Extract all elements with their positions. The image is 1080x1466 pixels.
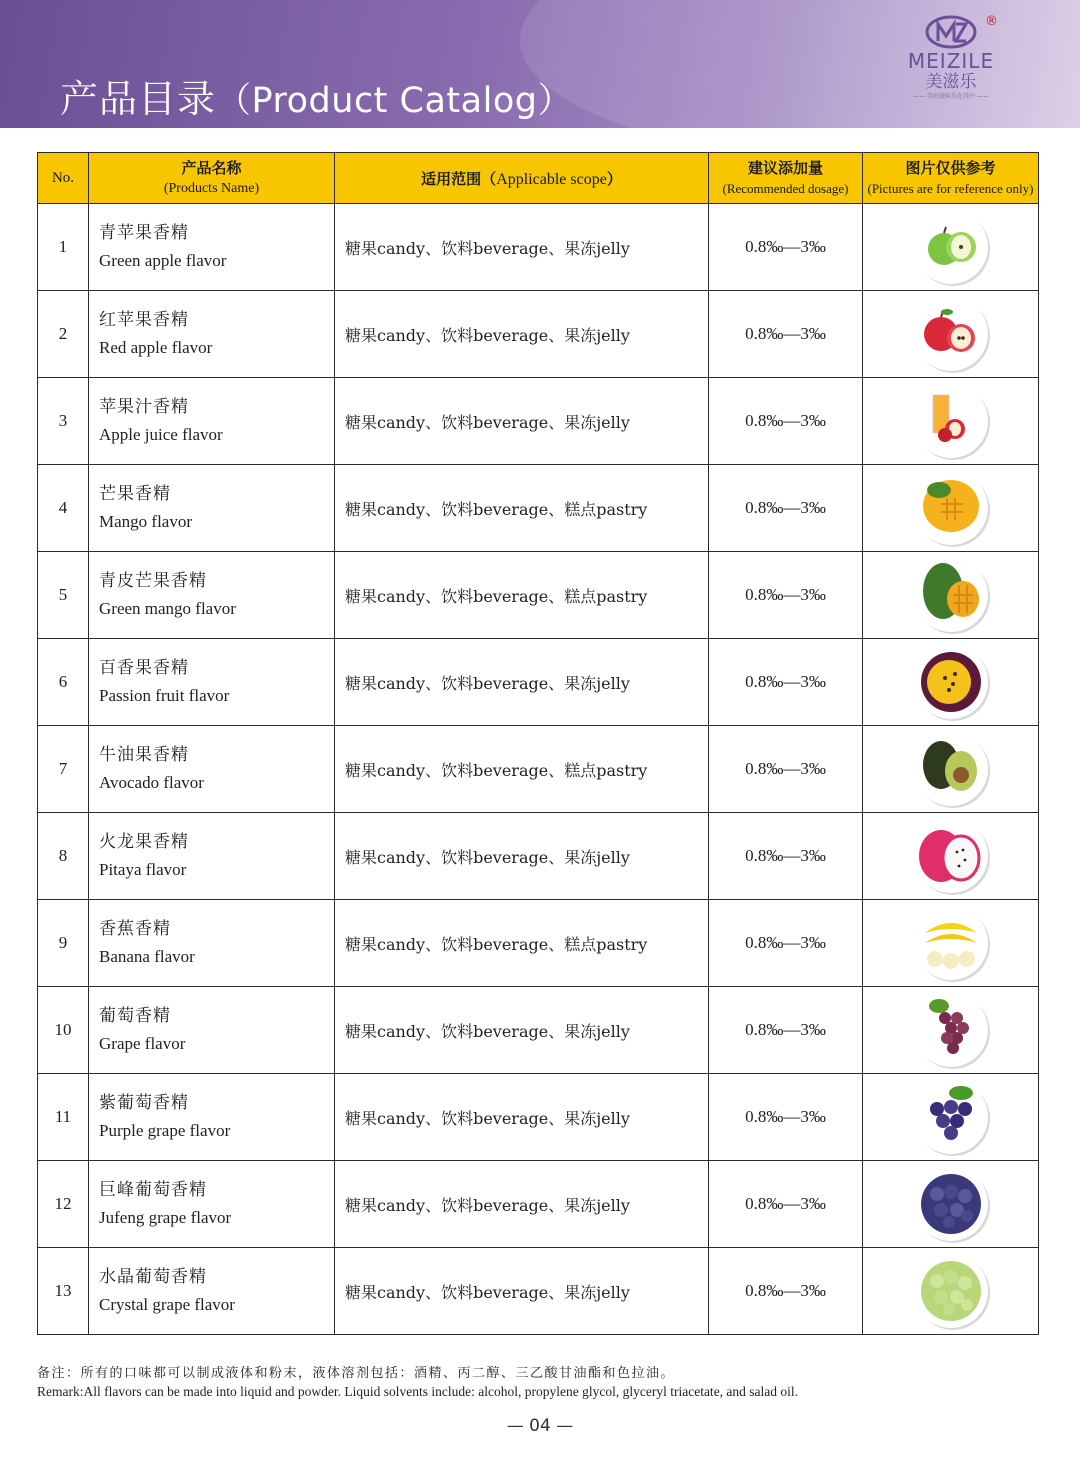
product-picture bbox=[863, 1161, 1039, 1248]
header-picture-en: (Pictures are for reference only) bbox=[867, 180, 1034, 196]
product-picture bbox=[863, 1248, 1039, 1335]
product-picture bbox=[863, 204, 1039, 291]
avocado-icon bbox=[911, 729, 991, 809]
row-number: 3 bbox=[38, 378, 89, 465]
red-apple-icon bbox=[911, 294, 991, 374]
applicable-scope: 糖果candy、饮料beverage、果冻jelly bbox=[335, 1074, 709, 1161]
table-row bbox=[38, 378, 1039, 465]
crystal-grape-icon bbox=[911, 1251, 991, 1331]
grape-icon bbox=[911, 990, 991, 1070]
recommended-dosage: 0.8‰—3‰ bbox=[709, 378, 863, 465]
product-name bbox=[89, 900, 335, 987]
product-name bbox=[89, 726, 335, 813]
product-name-cn: 百香果香精 bbox=[99, 658, 189, 678]
product-picture bbox=[863, 639, 1039, 726]
header-scope-close: ） bbox=[606, 169, 622, 188]
row-number: 6 bbox=[38, 639, 89, 726]
remark-en: Remark:All flavors can be made into liquid and powder. Liquid solvents include: alcohol, propylene glycol, glyceryl triacetate, and salad oil. bbox=[37, 1384, 799, 1399]
product-name-en: Grape flavor bbox=[99, 1034, 186, 1053]
row-number: 9 bbox=[38, 900, 89, 987]
apple-juice-icon bbox=[911, 381, 991, 461]
pitaya-icon bbox=[911, 816, 991, 896]
applicable-scope: 糖果candy、饮料beverage、果冻jelly bbox=[335, 813, 709, 900]
header-name bbox=[89, 153, 335, 204]
product-name bbox=[89, 1248, 335, 1335]
header-name-en: (Products Name) bbox=[163, 180, 260, 196]
product-name-cn: 苹果汁香精 bbox=[99, 397, 189, 417]
product-name bbox=[89, 378, 335, 465]
header-dosage-en: (Recommended dosage) bbox=[722, 180, 849, 196]
brand-logo bbox=[892, 14, 1010, 102]
table-row bbox=[38, 291, 1039, 378]
applicable-scope: 糖果candy、饮料beverage、果冻jelly bbox=[335, 1248, 709, 1335]
table-row bbox=[38, 1161, 1039, 1248]
recommended-dosage: 0.8‰—3‰ bbox=[709, 726, 863, 813]
product-name-cn: 牛油果香精 bbox=[99, 745, 189, 765]
table-row bbox=[38, 813, 1039, 900]
product-name-cn: 紫葡萄香精 bbox=[99, 1093, 189, 1113]
row-number: 7 bbox=[38, 726, 89, 813]
jufeng-grape-icon bbox=[911, 1164, 991, 1244]
product-name bbox=[89, 291, 335, 378]
brand-name-cn: 美滋乐 bbox=[925, 72, 977, 92]
product-name-cn: 火龙果香精 bbox=[99, 832, 189, 852]
product-picture bbox=[863, 726, 1039, 813]
recommended-dosage: 0.8‰—3‰ bbox=[709, 465, 863, 552]
table-row bbox=[38, 726, 1039, 813]
applicable-scope: 糖果candy、饮料beverage、果冻jelly bbox=[335, 204, 709, 291]
page-number: — 04 — bbox=[506, 1416, 574, 1436]
recommended-dosage: 0.8‰—3‰ bbox=[709, 813, 863, 900]
recommended-dosage: 0.8‰—3‰ bbox=[709, 900, 863, 987]
product-name bbox=[89, 1161, 335, 1248]
applicable-scope: 糖果candy、饮料beverage、果冻jelly bbox=[335, 639, 709, 726]
product-name-en: Passion fruit flavor bbox=[99, 686, 230, 705]
applicable-scope: 糖果candy、饮料beverage、果冻jelly bbox=[335, 291, 709, 378]
recommended-dosage: 0.8‰—3‰ bbox=[709, 1074, 863, 1161]
product-name bbox=[89, 204, 335, 291]
recommended-dosage: 0.8‰—3‰ bbox=[709, 639, 863, 726]
recommended-dosage: 0.8‰—3‰ bbox=[709, 552, 863, 639]
product-name-en: Red apple flavor bbox=[99, 338, 213, 357]
product-picture bbox=[863, 378, 1039, 465]
product-picture bbox=[863, 813, 1039, 900]
brand-mark-icon bbox=[924, 14, 978, 50]
row-number: 10 bbox=[38, 987, 89, 1074]
header-dosage-cn: 建议添加量 bbox=[747, 158, 823, 177]
applicable-scope: 糖果candy、饮料beverage、糕点pastry bbox=[335, 465, 709, 552]
page-title bbox=[60, 68, 573, 123]
product-name-en: Avocado flavor bbox=[99, 773, 204, 792]
product-name bbox=[89, 465, 335, 552]
green-mango-icon bbox=[911, 555, 991, 635]
brand-slogan: —— 美好滋味乐在其中 —— bbox=[913, 93, 989, 100]
product-picture bbox=[863, 291, 1039, 378]
row-number: 12 bbox=[38, 1161, 89, 1248]
applicable-scope: 糖果candy、饮料beverage、糕点pastry bbox=[335, 900, 709, 987]
header-scope-cn: 适用范围（ bbox=[421, 169, 497, 188]
header-dosage bbox=[709, 153, 863, 204]
remark-note bbox=[37, 1365, 1047, 1401]
product-picture bbox=[863, 552, 1039, 639]
product-name bbox=[89, 1074, 335, 1161]
passion-fruit-icon bbox=[911, 642, 991, 722]
table-row bbox=[38, 900, 1039, 987]
applicable-scope: 糖果candy、饮料beverage、糕点pastry bbox=[335, 726, 709, 813]
product-picture bbox=[863, 987, 1039, 1074]
product-name bbox=[89, 639, 335, 726]
row-number: 8 bbox=[38, 813, 89, 900]
header-name-cn: 产品名称 bbox=[181, 158, 242, 177]
row-number: 2 bbox=[38, 291, 89, 378]
product-name-en: Purple grape flavor bbox=[99, 1121, 231, 1140]
product-name-cn: 青皮芒果香精 bbox=[99, 571, 207, 591]
header-scope-en: Applicable scope bbox=[496, 170, 607, 188]
product-name-en: Green apple flavor bbox=[99, 251, 227, 270]
product-name-en: Crystal grape flavor bbox=[99, 1295, 235, 1314]
product-name-en: Apple juice flavor bbox=[99, 425, 223, 444]
banana-icon bbox=[911, 903, 991, 983]
row-number: 1 bbox=[38, 204, 89, 291]
row-number: 5 bbox=[38, 552, 89, 639]
title-en: （Product Catalog） bbox=[216, 81, 573, 121]
table-row bbox=[38, 1074, 1039, 1161]
product-name bbox=[89, 813, 335, 900]
product-name-en: Jufeng grape flavor bbox=[99, 1208, 232, 1227]
header-scope bbox=[335, 153, 709, 204]
product-picture bbox=[863, 465, 1039, 552]
recommended-dosage: 0.8‰—3‰ bbox=[709, 1248, 863, 1335]
applicable-scope: 糖果candy、饮料beverage、果冻jelly bbox=[335, 987, 709, 1074]
table-header-row bbox=[38, 153, 1039, 204]
row-number: 4 bbox=[38, 465, 89, 552]
brand-name: MEIZILE bbox=[907, 49, 995, 73]
product-name-cn: 巨峰葡萄香精 bbox=[99, 1180, 207, 1200]
header-picture bbox=[863, 153, 1039, 204]
table-row bbox=[38, 204, 1039, 291]
product-name-en: Pitaya flavor bbox=[99, 860, 187, 879]
product-name-cn: 水晶葡萄香精 bbox=[99, 1267, 207, 1287]
product-name-cn: 红苹果香精 bbox=[99, 310, 189, 330]
row-number: 13 bbox=[38, 1248, 89, 1335]
applicable-scope: 糖果candy、饮料beverage、果冻jelly bbox=[335, 378, 709, 465]
applicable-scope: 糖果candy、饮料beverage、糕点pastry bbox=[335, 552, 709, 639]
table-row bbox=[38, 465, 1039, 552]
product-name-en: Mango flavor bbox=[99, 512, 193, 531]
product-name-cn: 青苹果香精 bbox=[99, 223, 189, 243]
product-name bbox=[89, 987, 335, 1074]
applicable-scope: 糖果candy、饮料beverage、果冻jelly bbox=[335, 1161, 709, 1248]
product-name-cn: 香蕉香精 bbox=[99, 919, 171, 939]
registered-mark: ® bbox=[985, 14, 998, 29]
recommended-dosage: 0.8‰—3‰ bbox=[709, 291, 863, 378]
mango-icon bbox=[911, 468, 991, 548]
title-cn: 产品目录 bbox=[60, 77, 217, 121]
recommended-dosage: 0.8‰—3‰ bbox=[709, 1161, 863, 1248]
purple-grape-icon bbox=[911, 1077, 991, 1157]
green-apple-icon bbox=[911, 207, 991, 287]
recommended-dosage: 0.8‰—3‰ bbox=[709, 204, 863, 291]
table-row bbox=[38, 1248, 1039, 1335]
product-name-en: Banana flavor bbox=[99, 947, 195, 966]
row-number: 11 bbox=[38, 1074, 89, 1161]
product-picture bbox=[863, 900, 1039, 987]
remark-cn: 备注：所有的口味都可以制成液体和粉末，液体溶剂包括：酒精、丙二醇、三乙酸甘油酯和色拉油。 bbox=[37, 1366, 676, 1381]
product-name-en: Green mango flavor bbox=[99, 599, 236, 618]
table-row bbox=[38, 552, 1039, 639]
product-name-cn: 葡萄香精 bbox=[99, 1006, 171, 1026]
recommended-dosage: 0.8‰—3‰ bbox=[709, 987, 863, 1074]
product-catalog-table bbox=[37, 152, 1039, 1335]
product-name-cn: 芒果香精 bbox=[99, 484, 171, 504]
product-picture bbox=[863, 1074, 1039, 1161]
header-picture-cn: 图片仅供参考 bbox=[905, 158, 996, 177]
header-no: No. bbox=[38, 153, 89, 204]
product-name bbox=[89, 552, 335, 639]
table-row bbox=[38, 639, 1039, 726]
table-row bbox=[38, 987, 1039, 1074]
